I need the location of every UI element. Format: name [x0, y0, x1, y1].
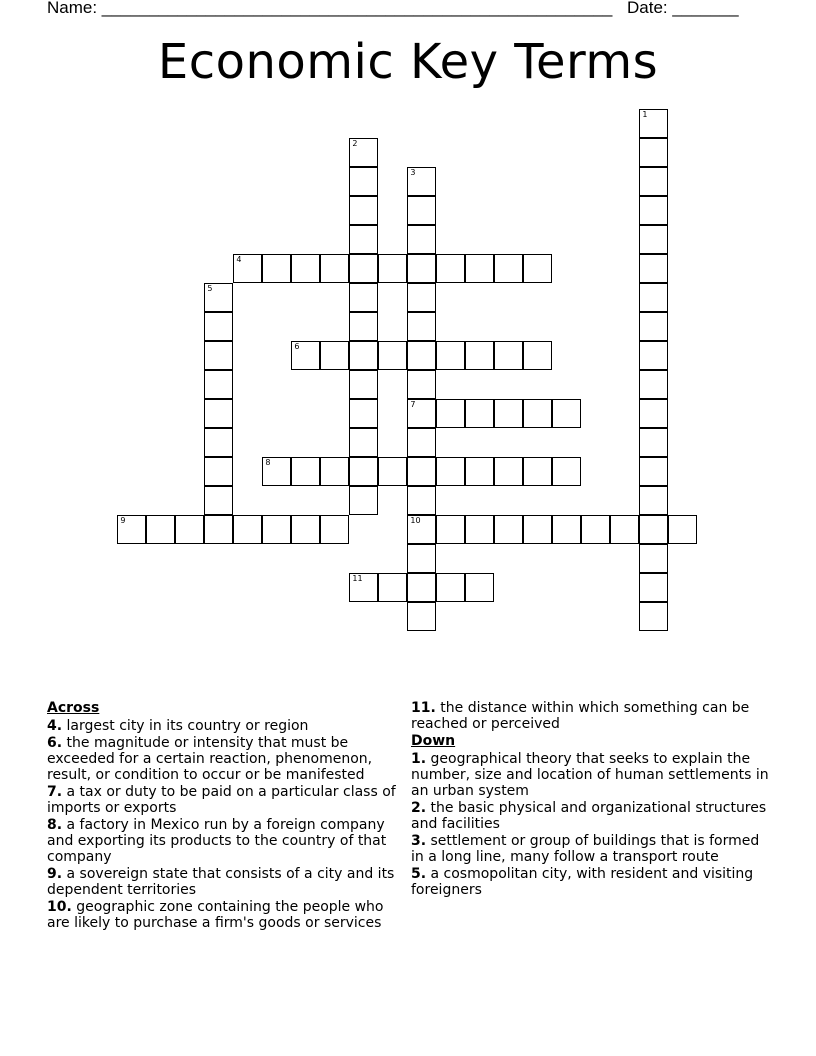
across-clue	[47, 735, 399, 783]
crossword-cell[interactable]	[639, 370, 668, 399]
clue-number: 1.	[411, 751, 427, 767]
clue-number: 8.	[47, 817, 63, 833]
crossword-cell[interactable]	[320, 341, 349, 370]
crossword-cell[interactable]	[378, 457, 407, 486]
clues-left-column	[47, 700, 399, 932]
crossword-cell[interactable]	[233, 515, 262, 544]
crossword-cell[interactable]	[639, 515, 668, 544]
crossword-cell[interactable]	[233, 254, 262, 283]
clue-text: a cosmopolitan city, with resident and visiting foreigners	[411, 866, 754, 898]
cell-number: 9	[120, 516, 126, 526]
crossword-cell[interactable]	[436, 254, 465, 283]
date-line: Date: _______	[627, 0, 739, 17]
crossword-cell[interactable]	[436, 515, 465, 544]
crossword-cell[interactable]	[349, 254, 378, 283]
crossword-cell[interactable]	[639, 457, 668, 486]
crossword-cell[interactable]	[552, 399, 581, 428]
crossword-cell[interactable]	[262, 515, 291, 544]
clue-number: 9.	[47, 866, 63, 882]
crossword-cell[interactable]	[407, 283, 436, 312]
clue-text: a tax or duty to be paid on a particular class of imports or exports	[47, 784, 396, 816]
crossword-cell[interactable]	[639, 225, 668, 254]
crossword-cell[interactable]	[668, 515, 697, 544]
crossword-cell[interactable]	[291, 254, 320, 283]
crossword-cell[interactable]	[349, 573, 378, 602]
crossword-cell[interactable]	[436, 399, 465, 428]
crossword-cell[interactable]	[639, 254, 668, 283]
down-heading: Down	[411, 733, 456, 749]
cell-number: 11	[352, 574, 363, 584]
crossword-cell[interactable]	[349, 457, 378, 486]
crossword-cell[interactable]	[639, 341, 668, 370]
crossword-cell[interactable]	[639, 196, 668, 225]
clue-number: 3.	[411, 833, 427, 849]
crossword-cell[interactable]	[639, 167, 668, 196]
clue-number: 11.	[411, 700, 436, 716]
crossword-cell[interactable]	[639, 544, 668, 573]
crossword-cell[interactable]	[204, 486, 233, 515]
cell-number: 4	[236, 255, 242, 265]
crossword-cell[interactable]	[494, 254, 523, 283]
clue-number: 4.	[47, 718, 63, 734]
crossword-cell[interactable]	[465, 399, 494, 428]
crossword-cell[interactable]	[407, 312, 436, 341]
crossword-cell[interactable]	[262, 254, 291, 283]
crossword-cell[interactable]	[407, 370, 436, 399]
crossword-cell[interactable]	[523, 515, 552, 544]
crossword-cell[interactable]	[494, 399, 523, 428]
crossword-cell[interactable]	[291, 515, 320, 544]
cell-number: 5	[207, 284, 213, 294]
down-clue	[411, 751, 771, 799]
crossword-cell[interactable]	[436, 457, 465, 486]
crossword-cell[interactable]	[204, 312, 233, 341]
crossword-cell[interactable]	[407, 573, 436, 602]
crossword-cell[interactable]	[204, 283, 233, 312]
crossword-cell[interactable]	[349, 196, 378, 225]
clue-text: the basic physical and organizational structures and facilities	[411, 800, 767, 832]
cell-number: 10	[410, 516, 421, 526]
crossword-cell[interactable]	[552, 515, 581, 544]
crossword-cell[interactable]	[639, 109, 668, 138]
crossword-cell[interactable]	[204, 399, 233, 428]
page-title: Economic Key Terms	[157, 34, 659, 90]
clues-right-column	[411, 700, 771, 899]
clue-text: the distance within which something can be reached or perceived	[411, 700, 750, 732]
crossword-cell[interactable]	[523, 341, 552, 370]
crossword-cell[interactable]	[407, 254, 436, 283]
crossword-cell[interactable]	[494, 457, 523, 486]
crossword-cell[interactable]	[639, 602, 668, 631]
crossword-cell[interactable]	[407, 167, 436, 196]
clue-number: 2.	[411, 800, 427, 816]
crossword-cell[interactable]	[204, 515, 233, 544]
clue-text: a sovereign state that consists of a city and its dependent territories	[47, 866, 395, 898]
crossword-cell[interactable]	[146, 515, 175, 544]
crossword-cell[interactable]	[639, 312, 668, 341]
across-clue	[47, 866, 399, 898]
crossword-cell[interactable]	[349, 167, 378, 196]
crossword-cell[interactable]	[378, 573, 407, 602]
crossword-cell[interactable]	[639, 283, 668, 312]
crossword-cell[interactable]	[494, 515, 523, 544]
crossword-cell[interactable]	[610, 515, 639, 544]
crossword-cell[interactable]	[204, 370, 233, 399]
crossword-cell[interactable]	[465, 457, 494, 486]
cell-number: 7	[410, 400, 416, 410]
cell-number: 8	[265, 458, 271, 468]
crossword-cell[interactable]	[117, 515, 146, 544]
name-line: Name: ______________________________________________________	[47, 0, 613, 17]
crossword-cell[interactable]	[407, 486, 436, 515]
clue-text: geographic zone containing the people who are likely to purchase a firm's goods or services	[47, 899, 384, 931]
crossword-cell[interactable]	[523, 399, 552, 428]
crossword-cell[interactable]	[407, 602, 436, 631]
crossword-cell[interactable]	[639, 573, 668, 602]
crossword-cell[interactable]	[349, 399, 378, 428]
cell-number: 3	[410, 168, 416, 178]
crossword-cell[interactable]	[639, 486, 668, 515]
clue-number: 6.	[47, 735, 63, 751]
clue-text: a factory in Mexico run by a foreign company and exporting its products to the country of that company	[47, 817, 387, 865]
crossword-cell[interactable]	[378, 341, 407, 370]
crossword-cell[interactable]	[349, 428, 378, 457]
crossword-cell[interactable]	[175, 515, 204, 544]
crossword-cell[interactable]	[523, 457, 552, 486]
crossword-cell[interactable]	[291, 341, 320, 370]
crossword-cell[interactable]	[204, 341, 233, 370]
clue-text: settlement or group of buildings that is formed in a long line, many follow a transport route	[411, 833, 760, 865]
across-clue	[47, 784, 399, 816]
crossword-cell[interactable]	[320, 254, 349, 283]
across-clue	[411, 700, 771, 732]
crossword-cell[interactable]	[407, 457, 436, 486]
cell-number: 6	[294, 342, 300, 352]
crossword-cell[interactable]	[465, 254, 494, 283]
crossword-cell[interactable]	[407, 399, 436, 428]
crossword-cell[interactable]	[349, 341, 378, 370]
crossword-cell[interactable]	[349, 138, 378, 167]
crossword-cell[interactable]	[349, 370, 378, 399]
crossword-cell[interactable]	[407, 544, 436, 573]
crossword-cell[interactable]	[349, 283, 378, 312]
crossword-cell[interactable]	[494, 341, 523, 370]
across-heading: Across	[47, 700, 100, 716]
crossword-cell[interactable]	[291, 457, 320, 486]
crossword-cell[interactable]	[407, 341, 436, 370]
crossword-cell[interactable]	[407, 428, 436, 457]
crossword-cell[interactable]	[436, 341, 465, 370]
crossword-cell[interactable]	[407, 515, 436, 544]
crossword-cell[interactable]	[204, 457, 233, 486]
crossword-cell[interactable]	[349, 225, 378, 254]
down-clue	[411, 800, 771, 832]
crossword-cell[interactable]	[581, 515, 610, 544]
crossword-cell[interactable]	[639, 138, 668, 167]
crossword-cell[interactable]	[407, 196, 436, 225]
clue-number: 10.	[47, 899, 72, 915]
crossword-cell[interactable]	[320, 515, 349, 544]
clue-number: 7.	[47, 784, 63, 800]
crossword-cell[interactable]	[436, 573, 465, 602]
crossword-cell[interactable]	[407, 225, 436, 254]
crossword-cell[interactable]	[639, 399, 668, 428]
clue-number: 5.	[411, 866, 427, 882]
crossword-cell[interactable]	[320, 457, 349, 486]
crossword-cell[interactable]	[465, 573, 494, 602]
crossword-cell[interactable]	[262, 457, 291, 486]
crossword-cell[interactable]	[378, 254, 407, 283]
crossword-cell[interactable]	[465, 341, 494, 370]
cell-number: 1	[642, 110, 648, 120]
clue-text: geographical theory that seeks to explain the number, size and location of human settlements in an urban system	[411, 751, 769, 799]
crossword-cell[interactable]	[349, 312, 378, 341]
crossword-cell[interactable]	[465, 515, 494, 544]
crossword-cell[interactable]	[204, 428, 233, 457]
down-clue	[411, 833, 771, 865]
crossword-cell[interactable]	[523, 254, 552, 283]
across-clue	[47, 718, 399, 734]
crossword-cell[interactable]	[639, 428, 668, 457]
crossword-cell[interactable]	[552, 457, 581, 486]
across-clue	[47, 899, 399, 931]
across-clue	[47, 817, 399, 865]
down-clue	[411, 866, 771, 898]
crossword-cell[interactable]	[349, 486, 378, 515]
clue-text: the magnitude or intensity that must be exceeded for a certain reaction, phenomenon, result, or condition to occur or be manifested	[47, 735, 373, 783]
clue-text: largest city in its country or region	[66, 718, 309, 734]
cell-number: 2	[352, 139, 358, 149]
